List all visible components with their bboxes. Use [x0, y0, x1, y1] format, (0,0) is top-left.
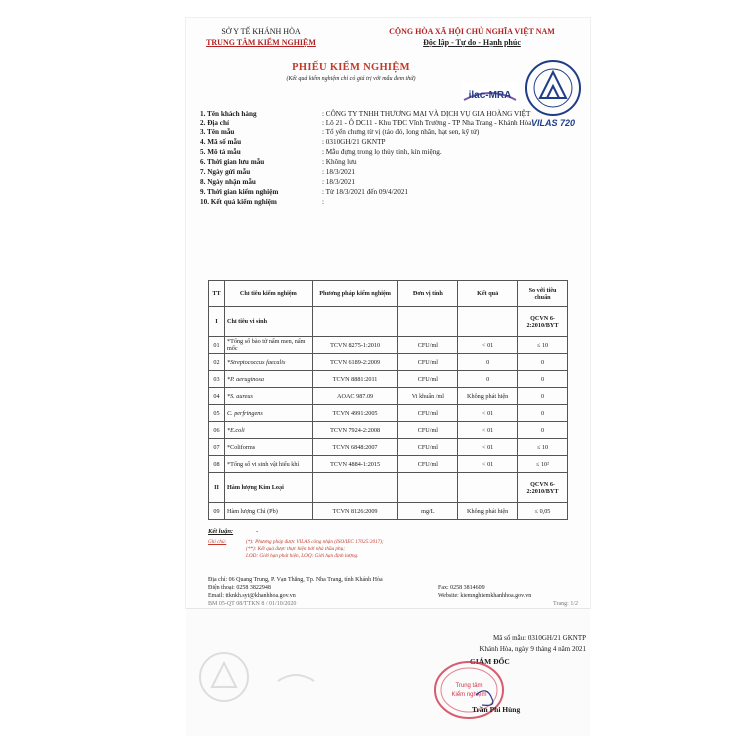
table-cell: CFU/ml — [398, 371, 458, 388]
table-cell: CFU/ml — [398, 439, 458, 456]
table-cell — [398, 473, 458, 503]
table-cell: 0 — [458, 354, 518, 371]
table-row — [209, 405, 568, 422]
table-cell — [458, 473, 518, 503]
table-cell: 0 — [518, 354, 568, 371]
table-cell: Không phát hiện — [458, 503, 518, 520]
col-header: Kết quả — [458, 281, 518, 307]
sample-code-repeat: Mã số mẫu: 0310GH/21 GKNTP — [493, 634, 586, 642]
col-header: TT — [209, 281, 225, 307]
footer — [208, 576, 578, 608]
footer-form-code: BM 05-QT 08/TTKN 8 / 01/10/2020 — [208, 601, 297, 607]
table-cell: 03 — [209, 371, 225, 388]
col-header: Chỉ tiêu kiểm nghiệm — [224, 281, 312, 307]
info-value: : Từ 18/3/2021 đến 09/4/2021 — [322, 188, 409, 196]
info-row — [200, 128, 580, 136]
table-cell: 08 — [209, 456, 225, 473]
director-title: GIÁM ĐỐC — [470, 657, 510, 666]
table-row — [209, 456, 568, 473]
table-cell: TCVN 8275-1:2010 — [312, 337, 398, 354]
table-cell: TCVN 6189-2:2009 — [312, 354, 398, 371]
table-cell: *P. aeruginosa — [224, 371, 312, 388]
table-row — [209, 388, 568, 405]
info-label: 10. Kết quả kiểm nghiệm — [200, 198, 277, 206]
col-header: Đơn vị tính — [398, 281, 458, 307]
table-cell: *Coliforms — [224, 439, 312, 456]
table-cell: CFU/ml — [398, 354, 458, 371]
table-cell: TCVN 6848:2007 — [312, 439, 398, 456]
info-value: : 18/3/2021 — [322, 178, 355, 186]
table-header-row — [209, 281, 568, 307]
table-cell: ≤ 10 — [518, 439, 568, 456]
table-cell: I — [209, 307, 225, 337]
info-label: 5. Mô tả mẫu — [200, 148, 241, 156]
vilas-watermark-icon — [196, 649, 252, 705]
footer-address: Địa chỉ: 06 Quang Trung, P. Vạn Thắng, Tp. Nha Trang, tỉnh Khánh Hòa — [208, 577, 383, 583]
table-row — [209, 422, 568, 439]
table-cell: 09 — [209, 503, 225, 520]
table-cell — [312, 473, 398, 503]
info-row — [200, 198, 580, 206]
footer-fax: Fax: 0258 3814609 — [438, 585, 485, 591]
table-row — [209, 371, 568, 388]
info-value: : Mẫu đựng trong lọ thủy tinh, kín miệng. — [322, 148, 442, 156]
info-value: : Lô 21 - Ô DC11 - Khu TĐC Vĩnh Trường - TP Nha Trang - Khánh Hòa — [322, 119, 532, 127]
svg-text:Trung tâm: Trung tâm — [455, 683, 483, 689]
info-label: 4. Mã số mẫu — [200, 138, 242, 146]
sign-date: Khánh Hòa, ngày 9 tháng 4 năm 2021 — [479, 645, 586, 653]
table-cell: CFU/ml — [398, 422, 458, 439]
table-cell: CFU/ml — [398, 456, 458, 473]
info-row — [200, 188, 580, 196]
info-label: 1. Tên khách hàng — [200, 110, 257, 118]
info-label: 6. Thời gian lưu mẫu — [200, 158, 265, 166]
notes — [208, 539, 568, 560]
signature-block — [436, 633, 586, 655]
results-table — [208, 280, 568, 520]
table-cell: QCVN 6-2:2010/BYT — [518, 473, 568, 503]
svg-text:Kiểm nghiệm: Kiểm nghiệm — [451, 692, 487, 698]
info-label: 3. Tên mẫu — [200, 128, 235, 136]
document-subtitle: (Kết quả kiểm nghiệm chỉ có giá trị với mẫu đem thử) — [286, 76, 416, 82]
table-row — [209, 354, 568, 371]
table-cell: TCVN 8126:2009 — [312, 503, 398, 520]
test-report-page-2 — [186, 608, 590, 736]
ilac-mra-logo — [462, 82, 518, 106]
table-cell: CFU/ml — [398, 337, 458, 354]
table-cell: Không phát hiện — [458, 388, 518, 405]
table-cell: CFU/ml — [398, 405, 458, 422]
table-cell: Hàm lượng Kim Loại — [224, 473, 312, 503]
conclusion-label: Kết luận: — [208, 528, 234, 535]
info-row — [200, 178, 580, 186]
table-cell: < 01 — [458, 405, 518, 422]
info-value: : CÔNG TY TNHH THƯƠNG MẠI VÀ DỊCH VỤ GIA HOÀNG VIỆT — [322, 110, 531, 118]
info-value: : Tổ yến chưng từ vị (táo đỏ, long nhãn, hạt sen, kỹ tử) — [322, 128, 480, 136]
table-cell: *E.coli — [224, 422, 312, 439]
footer-phone: Điện thoại: 0258 3822948 — [208, 585, 271, 591]
table-cell: TCVN 4991:2005 — [312, 405, 398, 422]
footer-website: Website: kiemnghiemkhanhhoa.gov.vn — [438, 593, 532, 599]
table-cell: ≤ 10² — [518, 456, 568, 473]
national-motto: Độc lập - Tự do - Hạnh phúc — [423, 38, 521, 47]
col-header: Phương pháp kiểm nghiệm — [312, 281, 398, 307]
table-cell — [312, 307, 398, 337]
info-value: : — [322, 198, 324, 206]
table-cell: AOAC 987.09 — [312, 388, 398, 405]
table-cell: *Streptococcus faecalis — [224, 354, 312, 371]
info-value: : 18/3/2021 — [322, 168, 355, 176]
table-cell: mg/L — [398, 503, 458, 520]
footer-email: Email: ttknkh.syt@khanhhoa.gov.vn — [208, 593, 296, 599]
table-cell: 0 — [518, 405, 568, 422]
table-row — [209, 503, 568, 520]
table-cell: TCVN 7924-2:2008 — [312, 422, 398, 439]
table-cell: 05 — [209, 405, 225, 422]
footer-page: Trang: 1/2 — [553, 601, 578, 607]
table-cell: 01 — [209, 337, 225, 354]
info-label: 8. Ngày nhận mẫu — [200, 178, 256, 186]
table-row — [209, 337, 568, 354]
table-cell: Vi khuẩn /ml — [398, 388, 458, 405]
info-row — [200, 148, 580, 156]
table-cell: II — [209, 473, 225, 503]
conclusion-value: - — [256, 528, 259, 535]
info-value: : 0310GH/21 GKNTP — [322, 138, 386, 146]
ilac-watermark-icon — [276, 667, 316, 685]
table-cell: *Tổng số bào tử nấm men, nấm mốc — [224, 337, 312, 354]
table-cell: 0 — [458, 371, 518, 388]
table-cell: 0 — [518, 422, 568, 439]
table-cell: < 01 — [458, 337, 518, 354]
notes-label: Ghi chú: — [208, 539, 227, 545]
table-cell — [398, 307, 458, 337]
table-row — [209, 439, 568, 456]
info-row — [200, 119, 580, 127]
table-cell: ≤ 0,05 — [518, 503, 568, 520]
info-row — [200, 110, 580, 118]
table-cell: ≤ 10 — [518, 337, 568, 354]
table-cell: 04 — [209, 388, 225, 405]
info-row — [200, 168, 580, 176]
table-cell: < 01 — [458, 439, 518, 456]
center-name: TRUNG TÂM KIỂM NGHIỆM — [206, 38, 316, 47]
test-report-page-1 — [186, 18, 590, 608]
note-line: (**): Kết quả được thực hiện bởi nhà thầu phụ; — [246, 546, 345, 552]
table-cell: TCVN 4884-1:2015 — [312, 456, 398, 473]
vilas-text: VILAS 720 — [530, 118, 576, 128]
section-row — [209, 473, 568, 503]
info-label: 2. Địa chỉ — [200, 119, 229, 127]
header-left — [186, 26, 336, 48]
signer-name: Trần Phi Hùng — [472, 705, 521, 714]
info-row — [200, 158, 580, 166]
ilac-mra-text: ilac-MRA — [468, 90, 512, 101]
header-right — [362, 26, 582, 48]
info-label: 9. Thời gian kiểm nghiệm — [200, 188, 279, 196]
table-cell: Hàm lượng Chì (Pb) — [224, 503, 312, 520]
note-line: (*): Phương pháp được VILAS công nhận (ISO/IEC 17025:2017); — [246, 539, 384, 545]
table-cell: 0 — [518, 371, 568, 388]
table-cell: < 01 — [458, 456, 518, 473]
department-name: SỞ Y TẾ KHÁNH HÒA — [221, 27, 301, 36]
info-label: 7. Ngày gửi mẫu — [200, 168, 251, 176]
sample-info — [200, 110, 580, 208]
document-title: PHIẾU KIỂM NGHIỆM — [292, 62, 410, 73]
table-cell: QCVN 6-2:2010/BYT — [518, 307, 568, 337]
table-cell: Chỉ tiêu vi sinh — [224, 307, 312, 337]
table-cell: 0 — [518, 388, 568, 405]
col-header: So với tiêu chuẩn — [518, 281, 568, 307]
national-title: CỘNG HÒA XÃ HỘI CHỦ NGHĨA VIỆT NAM — [389, 27, 555, 36]
info-value: : Không lưu — [322, 158, 357, 166]
table-cell: TCVN 8881:2011 — [312, 371, 398, 388]
note-line: LOD: Giới hạn phát hiện, LOQ: Giới hạn định lượng. — [246, 553, 359, 559]
table-cell: < 01 — [458, 422, 518, 439]
table-cell — [458, 307, 518, 337]
table-cell: 06 — [209, 422, 225, 439]
section-row — [209, 307, 568, 337]
table-cell: 02 — [209, 354, 225, 371]
table-cell: *Tổng số vi sinh vật hiếu khí — [224, 456, 312, 473]
table-cell: *S. aureus — [224, 388, 312, 405]
table-cell: 07 — [209, 439, 225, 456]
table-cell: C. perfringens — [224, 405, 312, 422]
info-row — [200, 138, 580, 146]
